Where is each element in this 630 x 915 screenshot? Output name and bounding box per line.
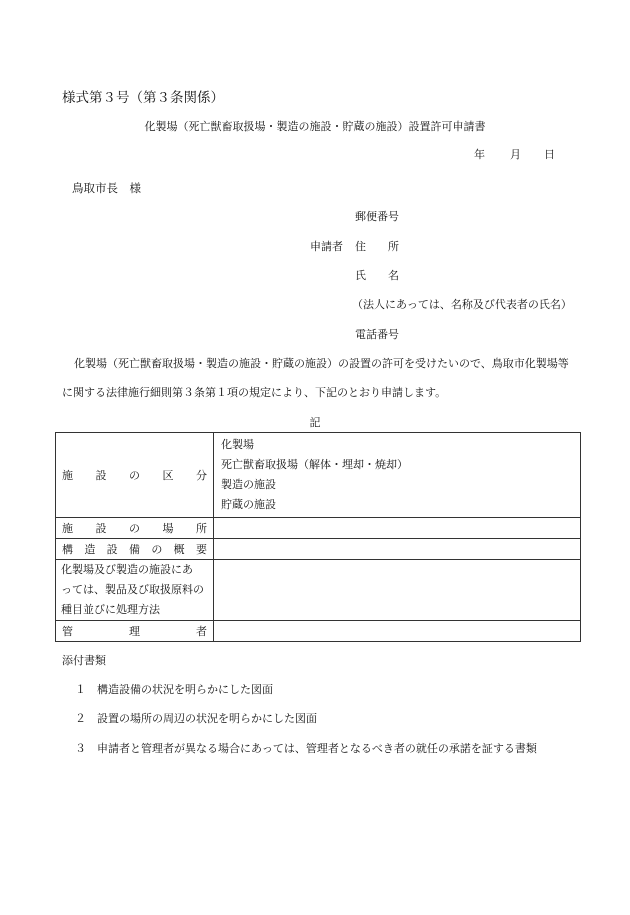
- label-char: 設: [95, 522, 107, 535]
- facility-type-label: [56, 433, 214, 518]
- date-year: 年: [474, 148, 485, 161]
- label-char: 理: [129, 625, 140, 638]
- table-row: [56, 433, 581, 518]
- body-line-2: に関する法律施行細則第３条第１項の規定により、下記のとおり申請します。: [62, 386, 447, 399]
- label-line: 化製場及び製造の施設にあ: [61, 563, 193, 576]
- label-char: 所: [196, 522, 207, 535]
- facility-option: 化製場: [221, 438, 254, 451]
- label-char: 構: [62, 543, 73, 556]
- label-char: の: [151, 543, 163, 556]
- label-char: 施: [62, 522, 73, 535]
- products-materials-label: [56, 560, 214, 621]
- label-char: 設: [95, 469, 107, 482]
- label-char: の: [129, 522, 140, 535]
- table-row: [56, 518, 581, 539]
- facility-option: 貯蔵の施設: [221, 498, 276, 511]
- applicant-postal-code: 郵便番号: [355, 210, 399, 223]
- label-char: 分: [196, 469, 207, 482]
- addressee: 鳥取市長 様: [72, 181, 141, 195]
- facility-location-value[interactable]: [214, 518, 581, 539]
- facility-type-value[interactable]: [214, 433, 581, 518]
- document-title: 化製場（死亡獣畜取扱場・製造の施設・貯蔵の施設）設置許可申請書: [144, 120, 486, 133]
- attachment-text: 構造設備の状況を明らかにした図面: [97, 683, 273, 696]
- facility-option: 製造の施設: [221, 478, 276, 491]
- label-char: 設: [106, 543, 118, 556]
- structure-overview-label: [56, 539, 214, 560]
- facility-location-label: [56, 518, 214, 539]
- form-number: 様式第３号（第３条関係）: [62, 90, 224, 106]
- table-row: [56, 539, 581, 560]
- body-line-1: 化製場（死亡獣畜取扱場・製造の施設・貯蔵の施設）の設置の許可を受けたいので、鳥取市化製場等: [74, 357, 569, 370]
- products-materials-value[interactable]: [214, 560, 581, 621]
- attachment-text: 申請者と管理者が異なる場合にあっては、管理者となるべき者の就任の承諾を証する書類: [97, 742, 537, 755]
- applicant-label: 申請者: [310, 240, 343, 253]
- label-line: 種目並びに処理方法: [61, 603, 160, 616]
- label-line: っては、製品及び取扱原料の: [61, 583, 204, 596]
- label-char: 管: [62, 625, 73, 638]
- attachment-item: [75, 710, 317, 726]
- facility-option: 死亡獣畜取扱場（解体・埋却・焼却）: [221, 458, 408, 471]
- manager-value[interactable]: [214, 621, 581, 642]
- label-char: 概: [173, 543, 185, 556]
- applicant-name: 氏 名: [355, 269, 399, 282]
- label-char: 区: [162, 469, 174, 482]
- date-month: 月: [510, 148, 521, 161]
- table-row: [56, 621, 581, 642]
- label-char: 施: [62, 469, 73, 482]
- ki-heading: 記: [309, 416, 321, 429]
- attachments-title: 添付書類: [62, 654, 106, 667]
- attachment-number: ３: [75, 742, 86, 755]
- attachment-item: [75, 681, 273, 697]
- table-row: [56, 560, 581, 621]
- label-char: 造: [84, 543, 96, 556]
- applicant-name-note: （法人にあっては、名称及び代表者の氏名）: [352, 298, 572, 311]
- manager-label: [56, 621, 214, 642]
- applicant-address: 住 所: [355, 240, 399, 253]
- attachment-number: １: [75, 683, 86, 696]
- label-char: 者: [196, 625, 207, 638]
- attachment-item: [75, 740, 537, 756]
- application-table: [55, 432, 581, 642]
- attachment-number: ２: [75, 712, 86, 725]
- label-char: 場: [162, 522, 174, 535]
- date-day: 日: [544, 148, 555, 161]
- label-char: 備: [128, 543, 140, 556]
- applicant-phone: 電話番号: [355, 328, 399, 341]
- label-char: の: [129, 469, 140, 482]
- label-char: 要: [195, 543, 207, 556]
- structure-overview-value[interactable]: [214, 539, 581, 560]
- attachment-text: 設置の場所の周辺の状況を明らかにした図面: [97, 712, 317, 725]
